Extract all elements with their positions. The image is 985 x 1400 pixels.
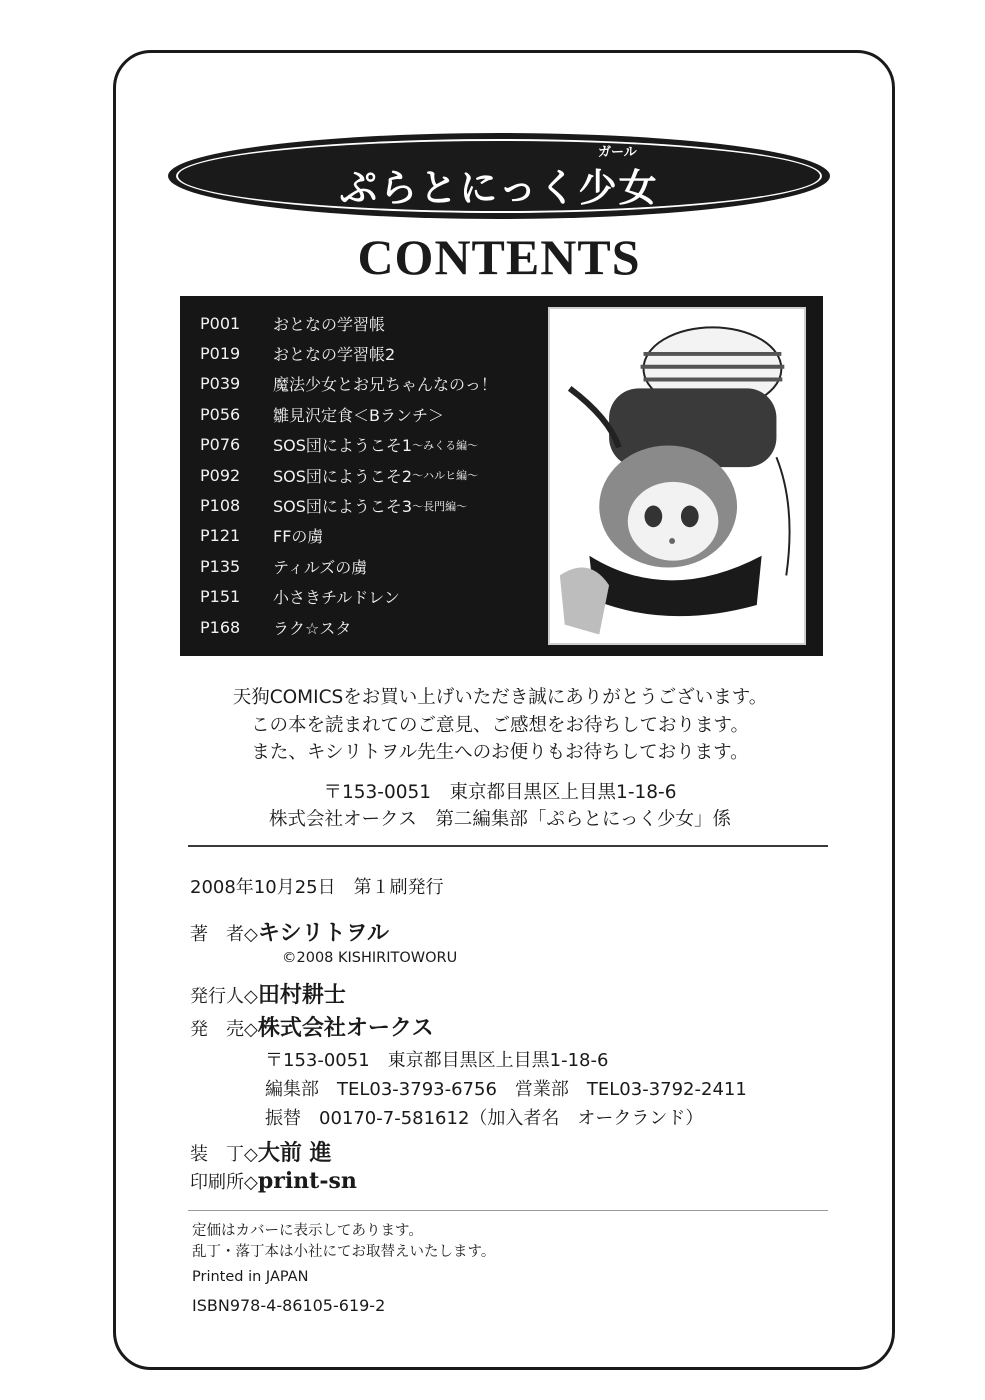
design-row xyxy=(190,1136,332,1167)
printer-name: print-sn xyxy=(257,1168,357,1194)
price-note: 定価はカバーに表示してあります。 xyxy=(192,1223,423,1239)
letter-message: また、キシリトヲル先生へのお便りもお待ちしております。 xyxy=(251,742,749,763)
publisher-row xyxy=(190,978,346,1009)
toc-story-title: SOS団にようこそ3 xyxy=(273,497,413,517)
opinion-message: この本を読まれてのご意見、ご感想をお待ちしております。 xyxy=(250,715,750,736)
toc-row xyxy=(200,582,497,612)
toc-page-number: P039 xyxy=(200,374,241,394)
toc-row xyxy=(200,369,497,399)
seller-name: 株式会社オークス xyxy=(257,1015,434,1041)
designer-name: 大前 進 xyxy=(257,1140,332,1166)
toc-story-title: ティルズの虜 xyxy=(273,557,368,577)
contents-heading: CONTENTS xyxy=(357,229,641,285)
toc-story-subtitle: 〜みくる編〜 xyxy=(412,438,479,452)
toc-page-number: P168 xyxy=(200,617,241,637)
toc-page-number: P076 xyxy=(200,435,241,455)
toc-story-title: 小さきチルドレン xyxy=(273,588,400,608)
toc-story-title: ラク☆スタ xyxy=(273,618,352,638)
design-label: 装 丁◇ xyxy=(190,1144,258,1165)
publisher-name: 田村耕士 xyxy=(257,982,346,1008)
toc-list xyxy=(200,308,497,642)
author-name: キシリトヲル xyxy=(257,920,389,946)
toc-row xyxy=(200,460,497,490)
toc-story-title: 雛見沢定食＜Bランチ＞ xyxy=(273,405,444,425)
toc-page-number: P108 xyxy=(200,496,241,516)
toc-story-title: SOS団にようこそ2 xyxy=(273,466,413,486)
toc-story-subtitle: 〜ハルヒ編〜 xyxy=(412,469,479,483)
replace-note: 乱丁・落丁本は小社にてお取替えいたします。 xyxy=(192,1244,496,1260)
toc-page-number: P001 xyxy=(200,313,241,333)
toc-row xyxy=(200,612,497,642)
toc-row xyxy=(200,338,497,368)
toc-row xyxy=(200,399,497,429)
toc-page-number: P019 xyxy=(200,344,241,364)
author-row xyxy=(190,916,389,947)
seller-label: 発 売◇ xyxy=(190,1019,258,1040)
toc-story-subtitle: 〜長門編〜 xyxy=(412,499,468,513)
printed-in: Printed in JAPAN xyxy=(192,1269,309,1285)
girl-illustration-icon xyxy=(550,309,804,643)
toc-page-number: P056 xyxy=(200,404,241,424)
toc-row xyxy=(200,308,497,338)
toc-page-number: P121 xyxy=(200,526,241,546)
toc-row xyxy=(200,521,497,551)
seller-row xyxy=(190,1011,434,1042)
publish-date: 2008年10月25日 第１刷発行 xyxy=(190,877,444,898)
thanks-message: 天狗COMICSをお買い上げいただき誠にありがとうございます。 xyxy=(232,687,768,708)
toc-page-number: P092 xyxy=(200,465,241,485)
isbn: ISBN978-4-86105-619-2 xyxy=(192,1296,386,1315)
toc-story-title: SOS団にようこそ1 xyxy=(273,436,413,456)
toc-row xyxy=(200,490,497,520)
publisher-label: 発行人◇ xyxy=(190,986,258,1007)
printer-row xyxy=(190,1168,357,1194)
printer-label: 印刷所◇ xyxy=(190,1172,258,1193)
tel-line: 編集部 TEL03-3793-6756 営業部 TEL03-3792-2411 xyxy=(265,1079,747,1100)
mail-department: 株式会社オークス 第二編集部「ぷらとにっく少女」係 xyxy=(269,809,731,830)
cover-illustration xyxy=(548,307,806,645)
toc-story-title: 魔法少女とお兄ちゃんなのっ！ xyxy=(273,375,497,395)
toc-story-title: おとなの学習帳 xyxy=(273,314,386,334)
divider xyxy=(188,845,828,847)
book-title: ぷらとにっく少女 xyxy=(339,165,659,210)
copyright: ©2008 KISHIRITOWORU xyxy=(282,950,458,966)
toc-row xyxy=(200,430,497,460)
toc-story-title: FFの虜 xyxy=(273,527,324,547)
toc-page-number: P135 xyxy=(200,556,241,576)
seller-address: 〒153-0051 東京都目黒区上目黒1-18-6 xyxy=(265,1050,609,1071)
footer-divider xyxy=(188,1210,828,1211)
author-label: 著 者◇ xyxy=(190,924,258,945)
toc-story-title: おとなの学習帳2 xyxy=(273,345,396,365)
transfer-account: 振替 00170-7-581612（加入者名 オークランド） xyxy=(265,1108,704,1129)
toc-row xyxy=(200,551,497,581)
title-ruby: ガール xyxy=(598,145,637,160)
toc-page-number: P151 xyxy=(200,587,241,607)
mail-address: 〒153-0051 東京都目黒区上目黒1-18-6 xyxy=(323,782,677,803)
